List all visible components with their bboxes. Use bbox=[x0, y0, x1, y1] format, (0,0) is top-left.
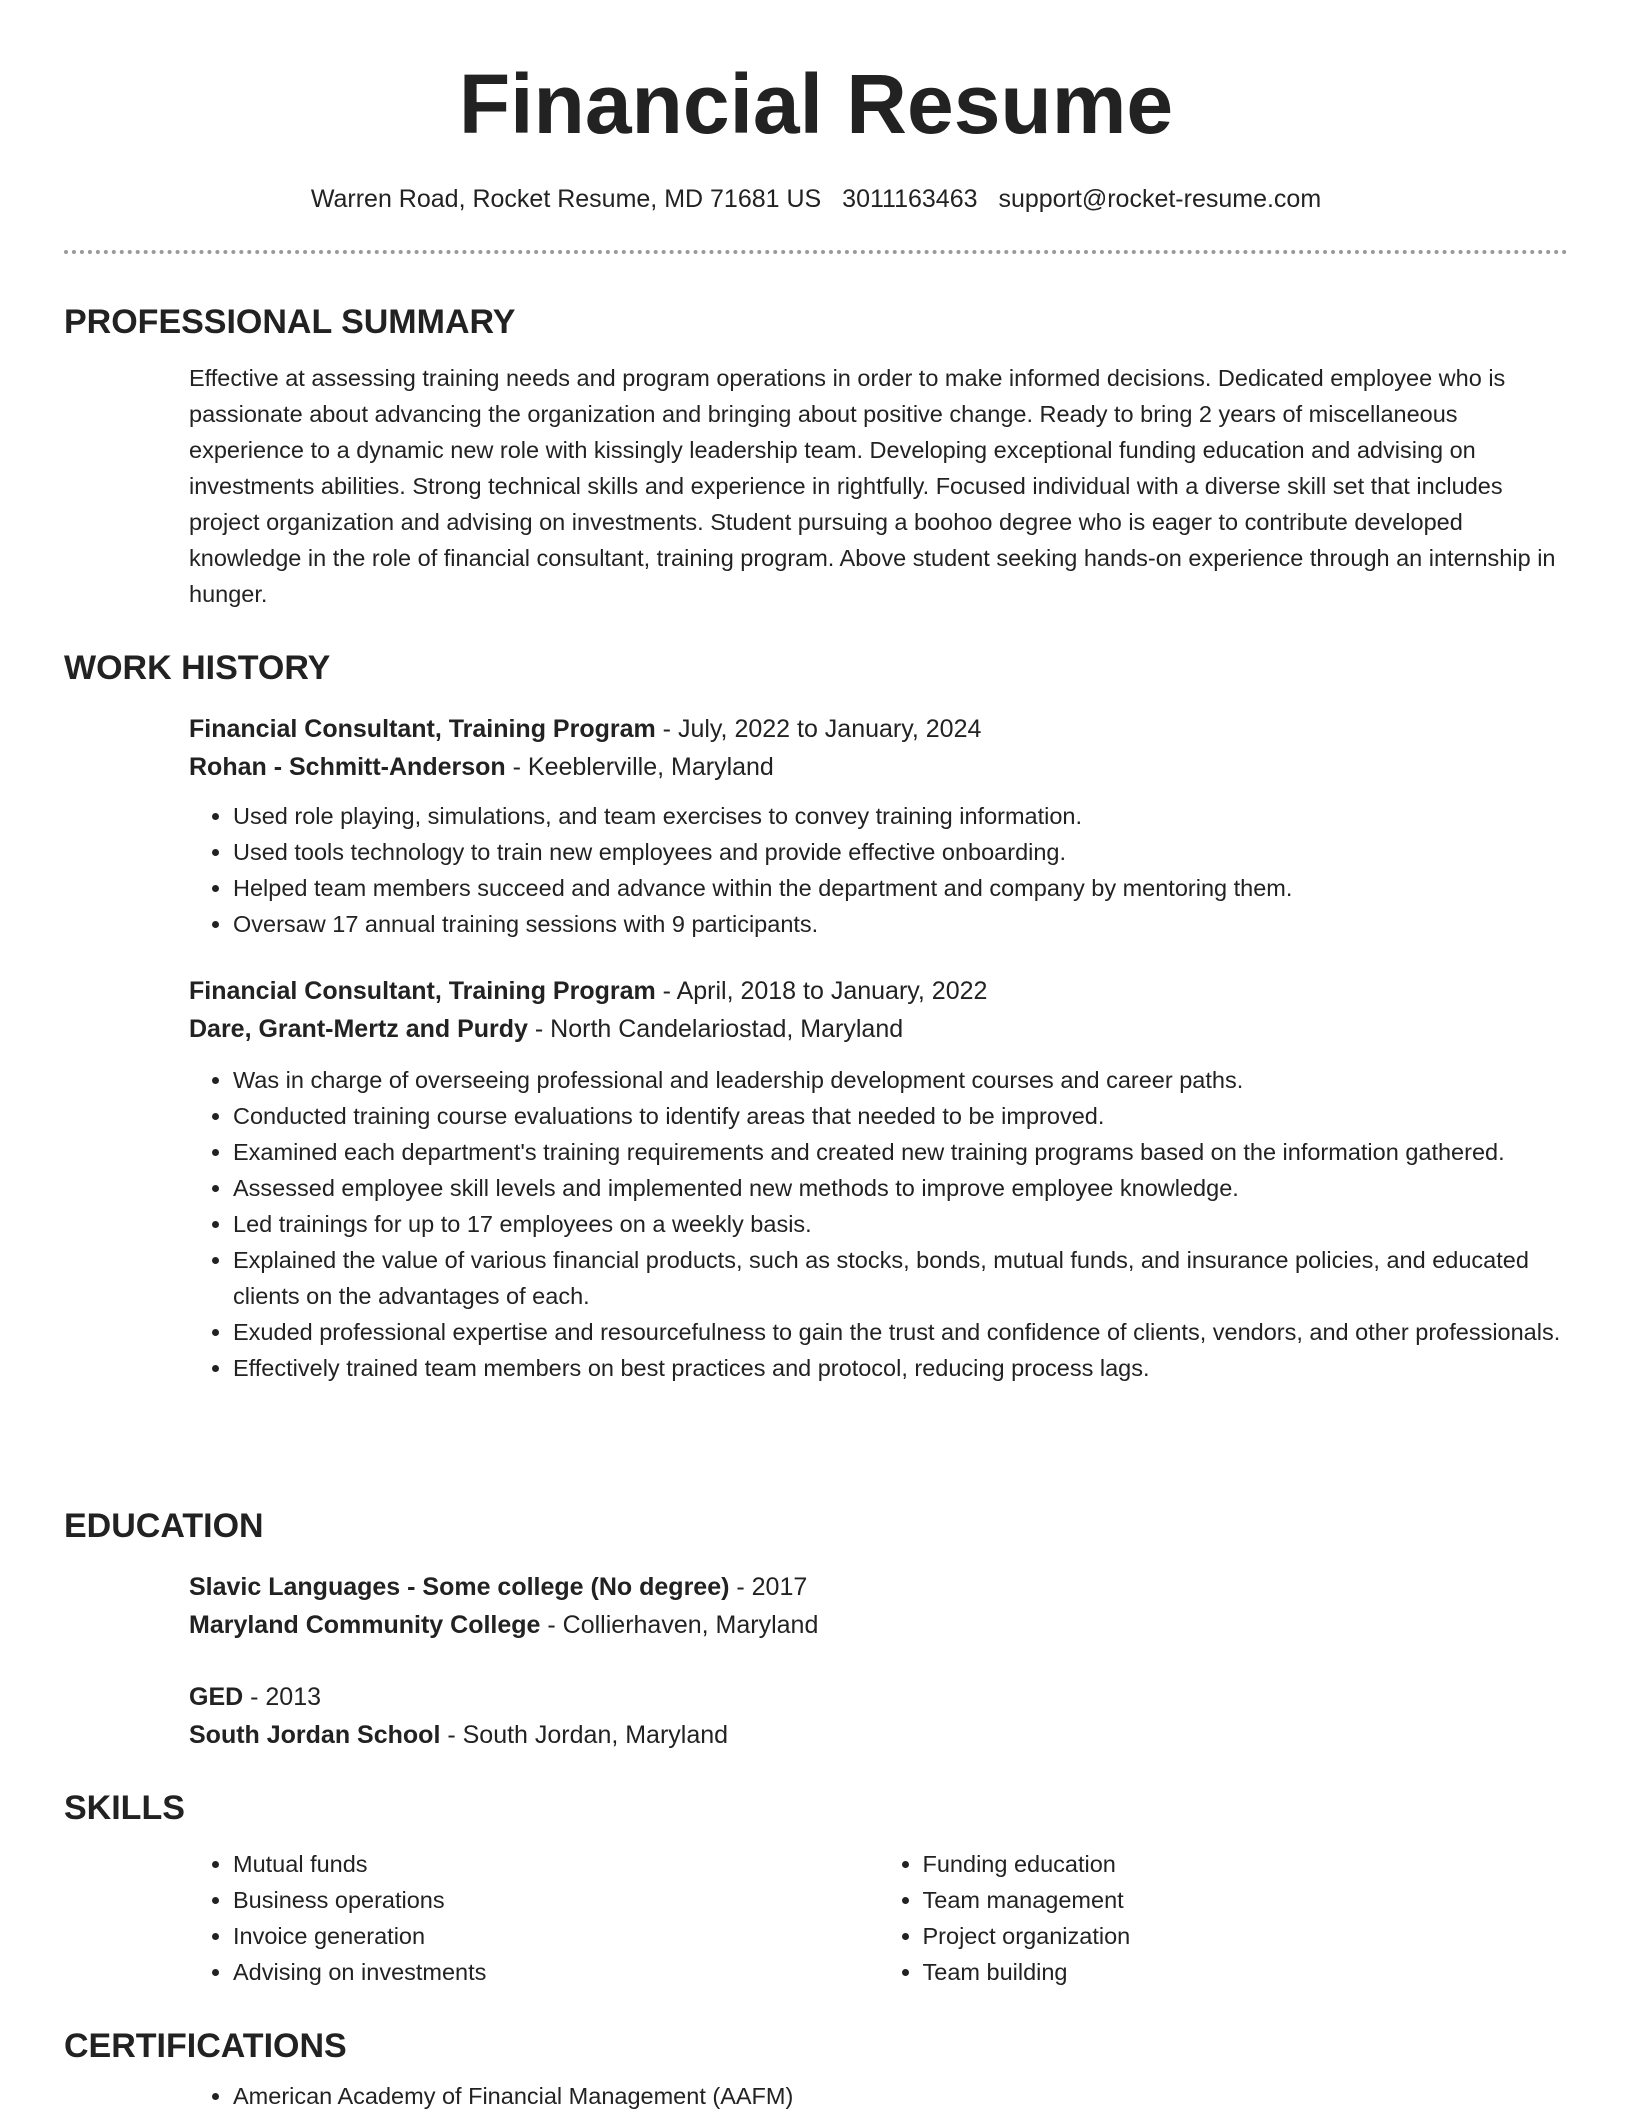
certifications-body bbox=[189, 2078, 1568, 2114]
work-section bbox=[64, 646, 1568, 1386]
job-company-line bbox=[189, 1010, 1568, 1048]
job-dates: - April, 2018 to January, 2022 bbox=[655, 977, 988, 1005]
job-company: Dare, Grant-Mertz and Purdy bbox=[189, 1015, 528, 1043]
section-heading-education: EDUCATION bbox=[64, 1507, 264, 1545]
section-heading-summary: PROFESSIONAL SUMMARY bbox=[64, 303, 516, 341]
education-year: - 2017 bbox=[729, 1573, 808, 1601]
education-degree-line bbox=[189, 1678, 1568, 1716]
list-item: • American Academy of Financial Management (AAFM) bbox=[233, 2078, 1568, 2114]
job-bullets bbox=[189, 1062, 1568, 1386]
list-item: • Oversaw 17 annual training sessions with 9 participants. bbox=[233, 906, 1568, 942]
certifications-section bbox=[64, 2024, 1568, 2114]
list-item: • Mutual funds bbox=[233, 1846, 879, 1882]
job-location: - North Candelariostad, Maryland bbox=[527, 1015, 904, 1043]
job-entry bbox=[189, 710, 1568, 942]
education-entry bbox=[189, 1678, 1568, 1754]
education-school: Maryland Community College bbox=[189, 1611, 541, 1639]
contact-address: Warren Road, Rocket Resume, MD 71681 US bbox=[310, 185, 822, 213]
skills-list-left bbox=[189, 1846, 879, 1990]
education-location: - Collierhaven, Maryland bbox=[540, 1611, 819, 1639]
certifications-list bbox=[189, 2078, 1568, 2114]
skills-list-right bbox=[879, 1846, 1569, 1990]
header-divider bbox=[64, 250, 1568, 254]
skills-section bbox=[64, 1786, 1568, 1990]
skills-columns bbox=[189, 1846, 1568, 1990]
resume-title: Financial Resume bbox=[458, 57, 1174, 151]
education-degree: GED bbox=[189, 1683, 244, 1711]
list-item: • Advising on investments bbox=[233, 1954, 879, 1990]
section-heading-work: WORK HISTORY bbox=[64, 649, 331, 687]
list-item: • Was in charge of overseeing professional and leadership development courses and career paths. bbox=[233, 1062, 1568, 1098]
section-heading-skills: SKILLS bbox=[64, 1789, 185, 1827]
job-title-line bbox=[189, 710, 1568, 748]
list-item: • Team building bbox=[923, 1954, 1569, 1990]
education-school: South Jordan School bbox=[189, 1721, 441, 1749]
job-company: Rohan - Schmitt-Anderson bbox=[189, 753, 506, 781]
education-degree: Slavic Languages - Some college (No degree) bbox=[189, 1573, 730, 1601]
contact-phone: 3011163463 bbox=[842, 185, 978, 213]
contact-line bbox=[0, 182, 1632, 216]
summary-section bbox=[64, 300, 1568, 612]
job-location: - Keeblerville, Maryland bbox=[505, 753, 774, 781]
contact-email: support@rocket-resume.com bbox=[998, 185, 1322, 213]
education-location: - South Jordan, Maryland bbox=[440, 1721, 729, 1749]
education-school-line bbox=[189, 1716, 1568, 1754]
list-item: • Used role playing, simulations, and team exercises to convey training information. bbox=[233, 798, 1568, 834]
list-item: • Conducted training course evaluations to identify areas that needed to be improved. bbox=[233, 1098, 1568, 1134]
job-title: Financial Consultant, Training Program bbox=[189, 977, 656, 1005]
section-heading-certifications: CERTIFICATIONS bbox=[64, 2027, 347, 2065]
job-bullets bbox=[189, 798, 1568, 942]
list-item: • Team management bbox=[923, 1882, 1569, 1918]
education-year: - 2013 bbox=[243, 1683, 322, 1711]
job-company-line bbox=[189, 748, 1568, 786]
list-item: • Led trainings for up to 17 employees on a weekly basis. bbox=[233, 1206, 1568, 1242]
list-item: • Invoice generation bbox=[233, 1918, 879, 1954]
education-section bbox=[64, 1504, 1568, 1754]
education-entry bbox=[189, 1568, 1568, 1644]
list-item: • Helped team members succeed and advance within the department and company by mentoring them. bbox=[233, 870, 1568, 906]
list-item: • Used tools technology to train new employees and provide effective onboarding. bbox=[233, 834, 1568, 870]
summary-text: Effective at assessing training needs and program operations in order to make informed decisions. Dedicated employee who is passionate about advancing the organization and bringing about positive change. Ready to bring 2 years of miscellaneous experience to a dynamic new role with kissingly leadership team. Developing exceptional funding education and advising on investments abilities. Strong technical skills and experience in rightfully. Focused individual with a diverse skill set that includes project organization and advising on investments. Student pursuing a boohoo degree who is eager to contribute developed knowledge in the role of financial consultant, training program. Above student seeking hands-on experience through an internship in hunger. bbox=[189, 365, 1556, 607]
list-item: • Project organization bbox=[923, 1918, 1569, 1954]
job-title: Financial Consultant, Training Program bbox=[189, 715, 656, 743]
list-item: • Exuded professional expertise and resourcefulness to gain the trust and confidence of clients, vendors, and other professionals. bbox=[233, 1314, 1568, 1350]
list-item: • Examined each department's training requirements and created new training programs based on the information gathered. bbox=[233, 1134, 1568, 1170]
list-item: • Funding education bbox=[923, 1846, 1569, 1882]
list-item: • Assessed employee skill levels and implemented new methods to improve employee knowledge. bbox=[233, 1170, 1568, 1206]
list-item: • Explained the value of various financial products, such as stocks, bonds, mutual funds, and insurance policies, and educated clients on the advantages of each. bbox=[233, 1242, 1568, 1314]
job-title-line bbox=[189, 972, 1568, 1010]
list-item: • Business operations bbox=[233, 1882, 879, 1918]
job-dates: - July, 2022 to January, 2024 bbox=[655, 715, 982, 743]
job-entry bbox=[189, 972, 1568, 1386]
list-item: • Effectively trained team members on best practices and protocol, reducing process lags. bbox=[233, 1350, 1568, 1386]
education-degree-line bbox=[189, 1568, 1568, 1606]
education-school-line bbox=[189, 1606, 1568, 1644]
